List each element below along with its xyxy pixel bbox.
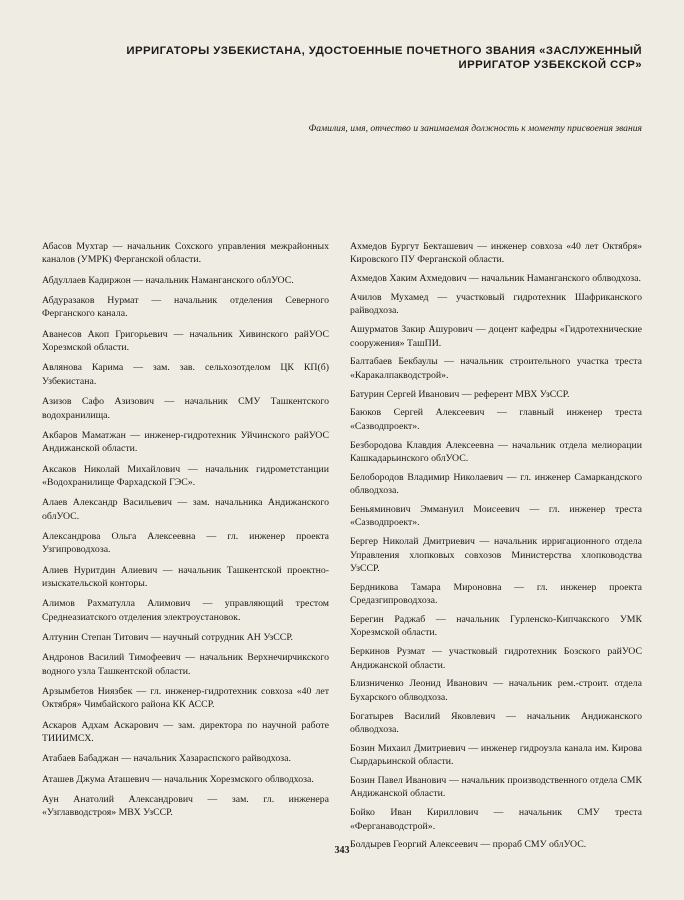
left-column [42,240,329,827]
list-entry: Андронов Василий Тимофеевич — начальник Верхнечирчикского водного узла Ташкентской области. [42,652,329,677]
list-entry: Алтунин Степан Титович — научный сотрудник АН УзССР. [42,632,294,644]
list-entry: Богатырев Василий Яковлевич — начальник Андижанского облводхоза. [350,710,642,736]
list-entry: Алимов Рахматулла Алимович — управляющий трестом Среднеазиатского отделения электроустановок. [42,598,329,623]
page-title [120,44,642,72]
list-entry: Болдырев Георгий Алексеевич — прораб СМУ облУОС. [350,839,587,851]
page-subtitle: Фамилия, имя, отчество и занимаемая должность к моменту присвоения звания [308,123,642,134]
list-entry: Акбаров Маматжан — инженер-гидротехник Уйчинского райУОС Андижанской области. [42,429,329,455]
list-entry: Абдуразаков Нурмат — начальник отделения Северного Ферганского канала. [42,295,329,320]
right-column [350,240,642,857]
list-entry: Александрова Ольга Алексеевна — гл. инженер проекта Узгипроводхоза. [42,530,329,556]
title-line-1: ИРРИГАТОРЫ УЗБЕКИСТАНА, УДОСТОЕННЫЕ ПОЧЕТНОГО ЗВАНИЯ «ЗАСЛУЖЕННЫЙ [126,45,642,57]
list-entry: Ахмедов Бургут Бекташевич — инженер совхоза «40 лет Октября» Кировского ПУ Ферганской области. [350,241,642,266]
list-entry: Беркинов Рузмат — участковый гидротехник Бозского райУОС Андижанской области. [350,646,642,671]
list-entry: Авлянова Карима — зам. зав. сельхозотделом ЦК КП(б) Узбекистана. [42,362,329,387]
list-entry: Ачилов Мухамед — участковый гидротехник Шафриканского райводхоза. [350,292,642,317]
list-entry: Безбородова Клавдия Алексеевна — начальник отдела мелиорации Кашкадарьинского облУОС. [350,439,642,465]
list-entry: Алиев Нуритдин Алиевич — начальник Ташкентской проектно-изыскательской конторы. [42,564,329,590]
list-entry: Берегин Раджаб — начальник Гурленско-Кипчакского УМК Хорезмской области. [350,614,642,639]
list-entry: Бойко Иван Кириллович — начальник СМУ треста «Ферганаводстрой». [350,807,642,832]
list-entry: Аташев Джума Аташевич — начальник Хорезмского облводхоза. [42,773,314,785]
list-entry: Абдуллаев Кадиржон — начальник Наманганского облУОС. [42,274,294,286]
list-entry: Арзымбетов Ниязбек — гл. инженер-гидротехник совхоза «40 лет Октября» Чимбайского района КК АССР. [42,686,329,711]
list-entry: Абасов Мухтар — начальник Сохского управления межрайонных каналов (УМРК) Ферганской области. [42,241,329,266]
list-entry: Бозин Михаил Дмитриевич — инженер гидроузла канала им. Кирова Сырдарьинской области. [350,742,642,768]
list-entry: Аскаров Адхам Аскарович — зам. директора по научной работе ТИИИМСХ. [42,719,329,745]
list-entry: Балтабаев Бекбаулы — начальник строительного участка треста «Каракалпакводстрой». [350,356,642,381]
title-line-2: ИРРИГАТОР УЗБЕКСКОЙ ССР» [458,59,642,71]
list-entry: Аванесов Акоп Григорьевич — начальник Хивинского райУОС Хорезмской области. [42,328,329,354]
list-entry: Азизов Сафо Азизович — начальник СМУ Ташкентского водохранилища. [42,396,329,421]
list-entry: Близниченко Леонид Иванович — начальник рем.-строит. отдела Бухарского облводхоза. [350,678,642,703]
list-entry: Аун Анатолий Александрович — зам. гл. инженера «Узглавводстроя» МВХ УзССР. [42,794,329,819]
list-entry: Баюков Сергей Алексеевич — главный инженер треста «Сазводпроект». [350,407,642,432]
list-entry: Белобородов Владимир Николаевич — гл. инженер Самаркандского облводхоза. [350,471,642,497]
list-entry: Атабаев Бабаджан — начальник Хазараспского райводхоза. [42,753,291,765]
list-entry: Ашурматов Закир Ашурович — доцент кафедры «Гидротехнические сооружения» ТашПИ. [350,324,642,349]
list-entry: Ахмедов Хаким Ахмедович — начальник Наманганского облводхоза. [350,273,641,285]
list-entry: Бердникова Тамара Мироновна — гл. инженер проекта Средазгипроводхоза. [350,581,642,607]
list-entry: Батурин Сергей Иванович — референт МВХ УзССР. [350,388,570,400]
list-entry: Бергер Николай Дмитриевич — начальник ирригационного отдела Управления хлопковых совхозов Министерства хлопководства УзССР. [350,536,642,575]
list-entry: Алаев Александр Васильевич — зам. начальника Андижанского облУОС. [42,497,329,522]
list-entry: Бозин Павел Иванович — начальник производственного отдела СМК Андижанской области. [350,775,642,800]
page-number: 343 [334,845,350,856]
list-entry: Аксаков Николай Михайлович — начальник гидрометстанции «Водохранилище Фархадской ГЭС». [42,463,329,488]
list-entry: Беньяминович Эммануил Моисеевич — гл. инженер треста «Сазводпроект». [350,504,642,529]
